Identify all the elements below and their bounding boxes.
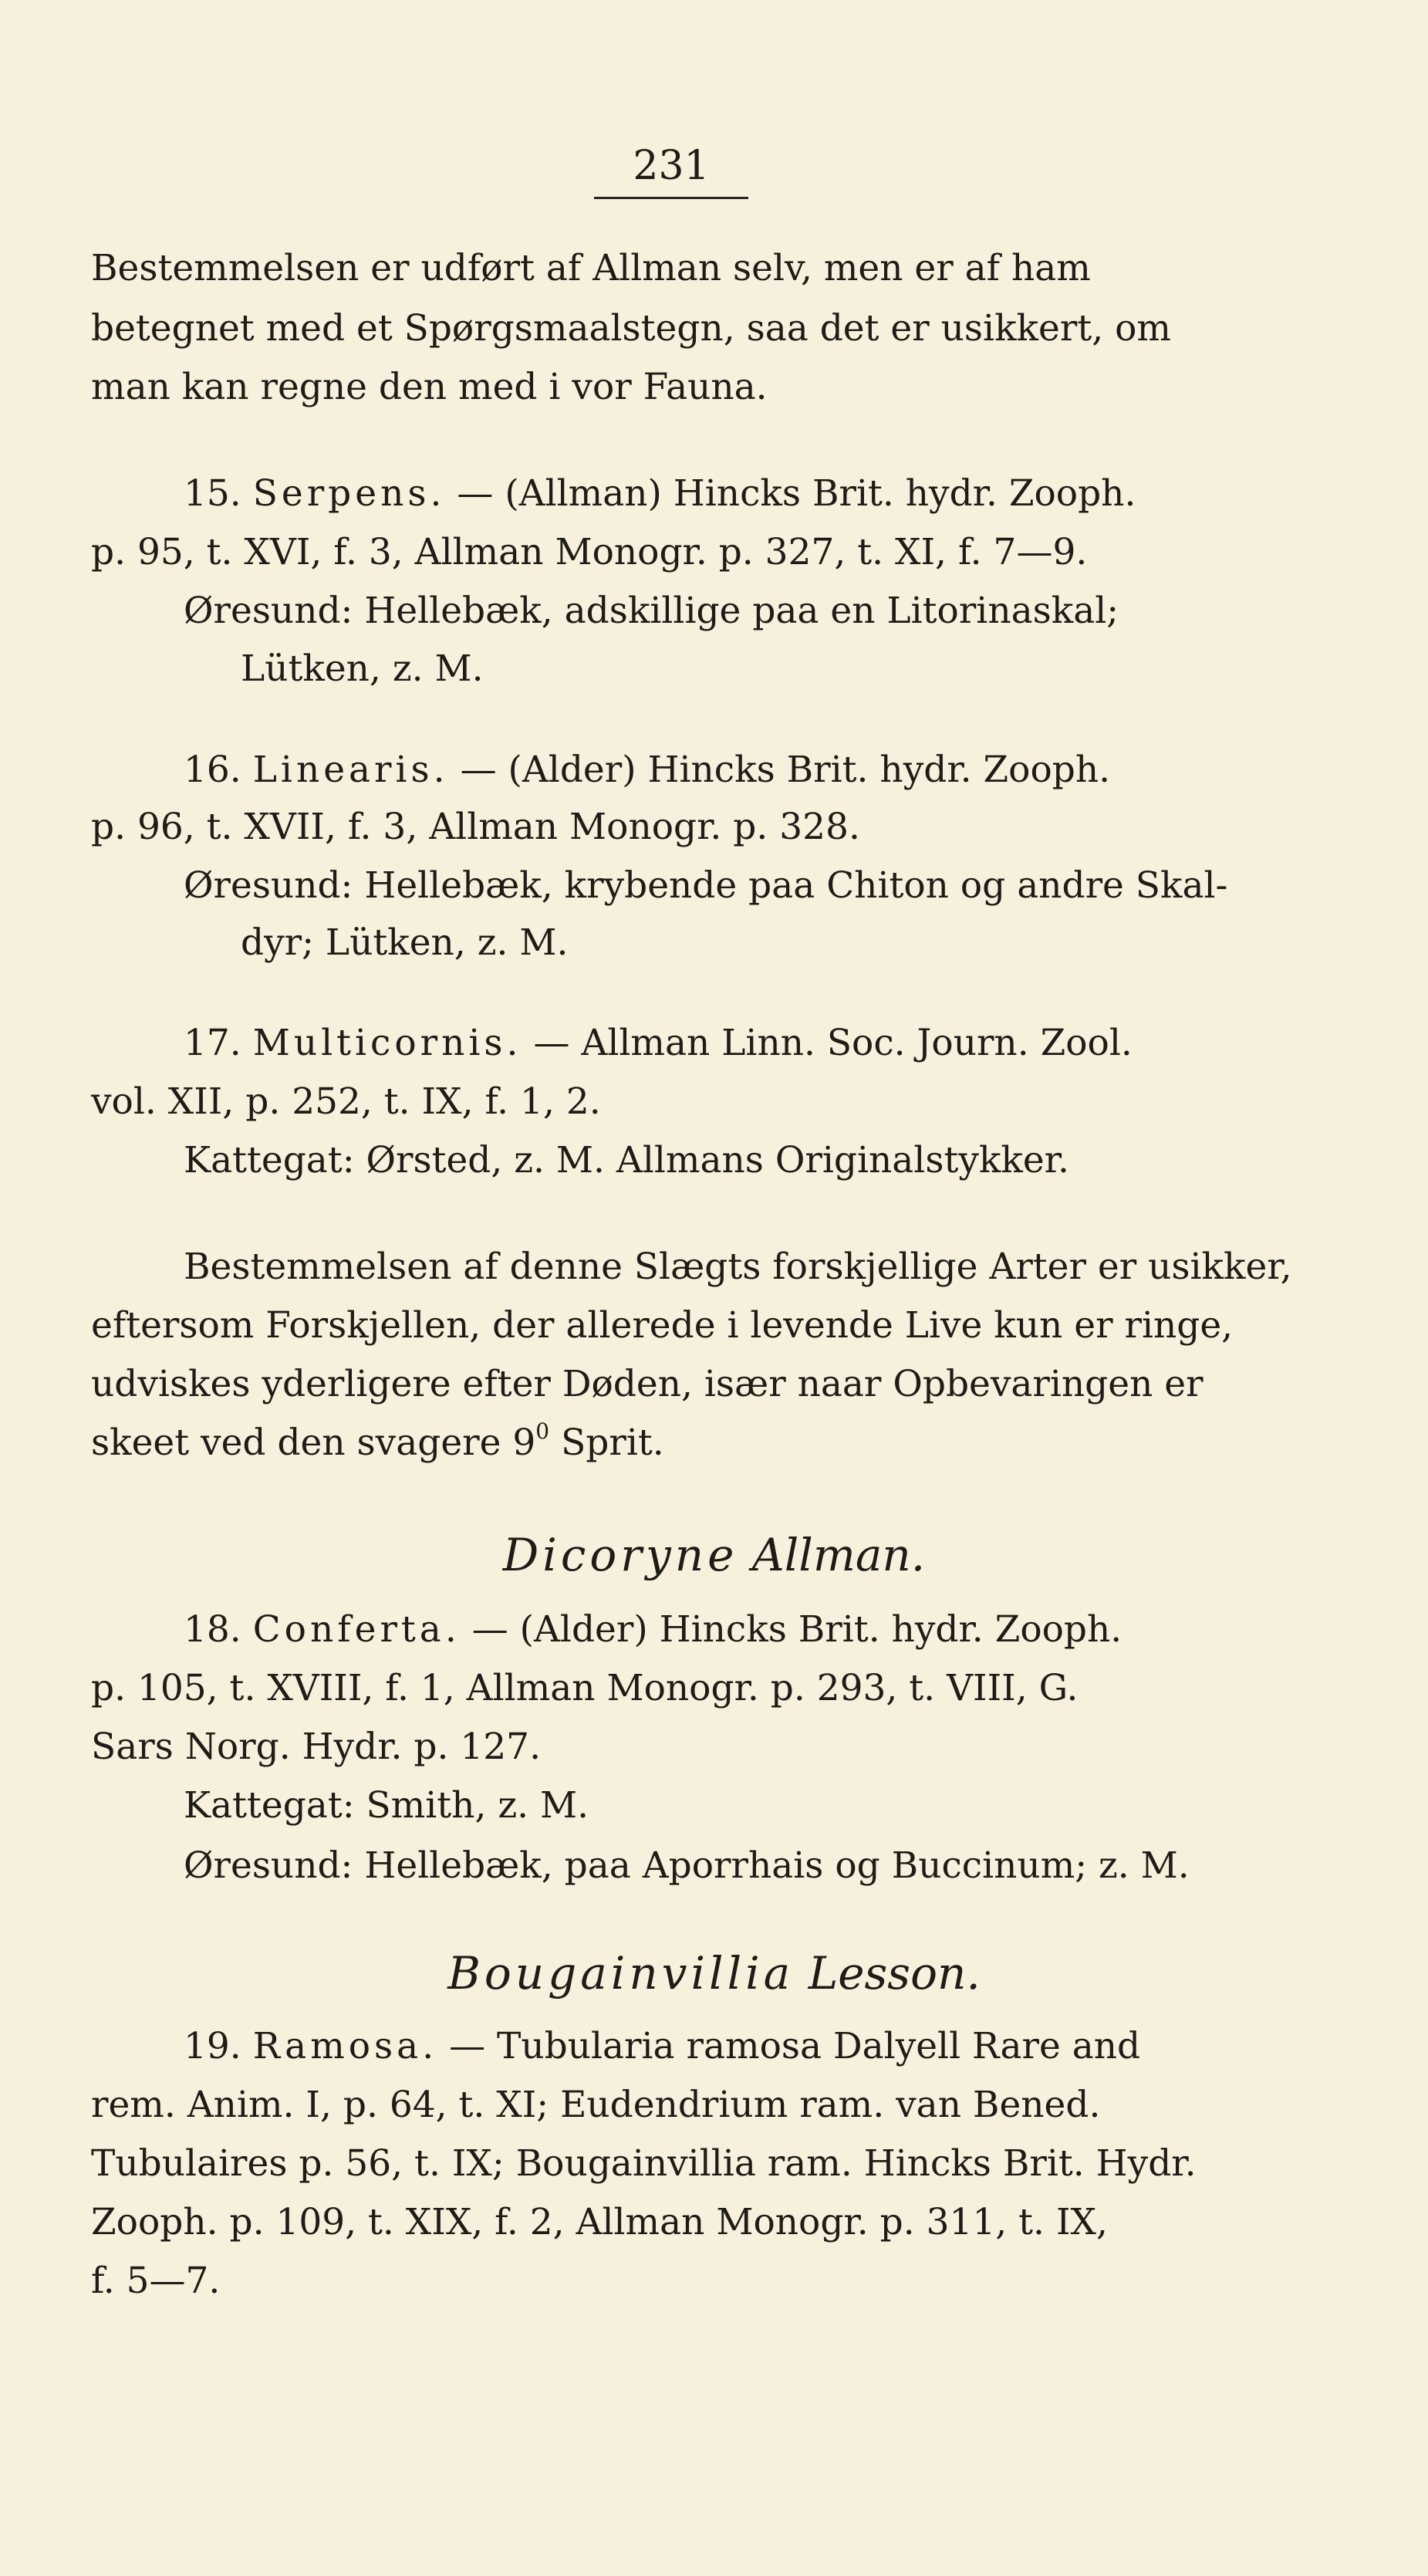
genus-author: Lesson. [808, 1947, 981, 2000]
entry-line: dyr; Lütken, z. M. [241, 921, 569, 964]
paragraph-text: Sprit. [561, 1422, 664, 1464]
entry-number: 17. [184, 1022, 241, 1064]
genus-author: Allman. [751, 1529, 926, 1581]
entry-number: 16. [184, 749, 241, 791]
entry-line: Kattegat: Smith, z. M. [184, 1784, 589, 1827]
paragraph-line: udviskes yderligere efter Døden, især naar Opbevaringen er [91, 1363, 1204, 1405]
paragraph-line: eftersom Forskjellen, der allerede i levende Live kun er ringe, [91, 1304, 1234, 1347]
intro-line: betegnet med et Spørgsmaalstegn, saa det er usikkert, om [91, 307, 1171, 350]
species-name: Conferta. [252, 1608, 461, 1651]
entry-18-heading [184, 1607, 1356, 1653]
entry-line: Øresund: Hellebæk, krybende paa Chiton og andre Skal- [184, 864, 1228, 907]
entry-line: Zooph. p. 109, t. XIX, f. 2, Allman Monogr. p. 311, t. IX, [91, 2201, 1108, 2243]
intro-line: Bestemmelsen er udført af Allman selv, men er af ham [91, 247, 1091, 289]
genus-name: Bougainvillia [447, 1947, 795, 2000]
entry-citation: — (Alder) Hincks Brit. hydr. Zooph. [460, 749, 1111, 791]
entry-line: p. 105, t. XVIII, f. 1, Allman Monogr. p. 293, t. VIII, G. [91, 1667, 1079, 1709]
entry-17-heading [184, 1020, 1356, 1067]
entry-19-heading [184, 2023, 1356, 2070]
entry-line: rem. Anim. I, p. 64, t. XI; Eudendrium ram. van Bened. [91, 2084, 1101, 2126]
entry-line: Lütken, z. M. [241, 647, 484, 690]
entry-line: f. 5—7. [91, 2260, 221, 2302]
intro-line: man kan regne den med i vor Fauna. [91, 366, 768, 408]
species-name: Multicornis. [252, 1022, 522, 1064]
entry-citation: — Allman Linn. Soc. Journ. Zool. [533, 1022, 1133, 1064]
entry-number: 15. [184, 472, 241, 515]
genus-heading [0, 1528, 1428, 1582]
entry-line: Øresund: Hellebæk, paa Aporrhais og Buccinum; z. M. [184, 1844, 1190, 1887]
entry-line: p. 96, t. XVII, f. 3, Allman Monogr. p. 328. [91, 806, 860, 848]
entry-citation: — Tubularia ramosa Dalyell Rare and [449, 2025, 1141, 2067]
entry-citation: — (Allman) Hincks Brit. hydr. Zooph. [457, 472, 1136, 515]
paragraph-text: skeet ved den svagere 9 [91, 1422, 536, 1464]
paragraph-line: Bestemmelsen af denne Slægts forskjellige Arter er usikker, [184, 1246, 1292, 1288]
entry-number: 18. [184, 1608, 241, 1651]
entry-15-heading [184, 471, 1356, 517]
entry-line: Kattegat: Ørsted, z. M. Allmans Originalstykker. [184, 1139, 1069, 1182]
page-number-rule [594, 197, 748, 199]
entry-line: p. 95, t. XVI, f. 3, Allman Monogr. p. 327, t. XI, f. 7—9. [91, 531, 1088, 573]
genus-heading [0, 1946, 1428, 2000]
paragraph-line [91, 1420, 1264, 1466]
entry-line: Øresund: Hellebæk, adskillige paa en Litorinaskal; [184, 590, 1119, 632]
entry-line: Sars Norg. Hydr. p. 127. [91, 1726, 542, 1768]
species-name: Ramosa. [252, 2025, 438, 2067]
entry-line: Tubulaires p. 56, t. IX; Bougainvillia ram. Hincks Brit. Hydr. [91, 2142, 1197, 2185]
species-name: Serpens. [252, 472, 446, 515]
page-number: 231 [633, 143, 710, 189]
species-name: Linearis. [252, 749, 449, 791]
entry-citation: — (Alder) Hincks Brit. hydr. Zooph. [471, 1608, 1122, 1651]
superscript: 0 [535, 1418, 550, 1444]
entry-number: 19. [184, 2025, 241, 2067]
entry-line: vol. XII, p. 252, t. IX, f. 1, 2. [91, 1080, 601, 1123]
entry-16-heading [184, 747, 1356, 793]
genus-name: Dicoryne [502, 1529, 738, 1581]
